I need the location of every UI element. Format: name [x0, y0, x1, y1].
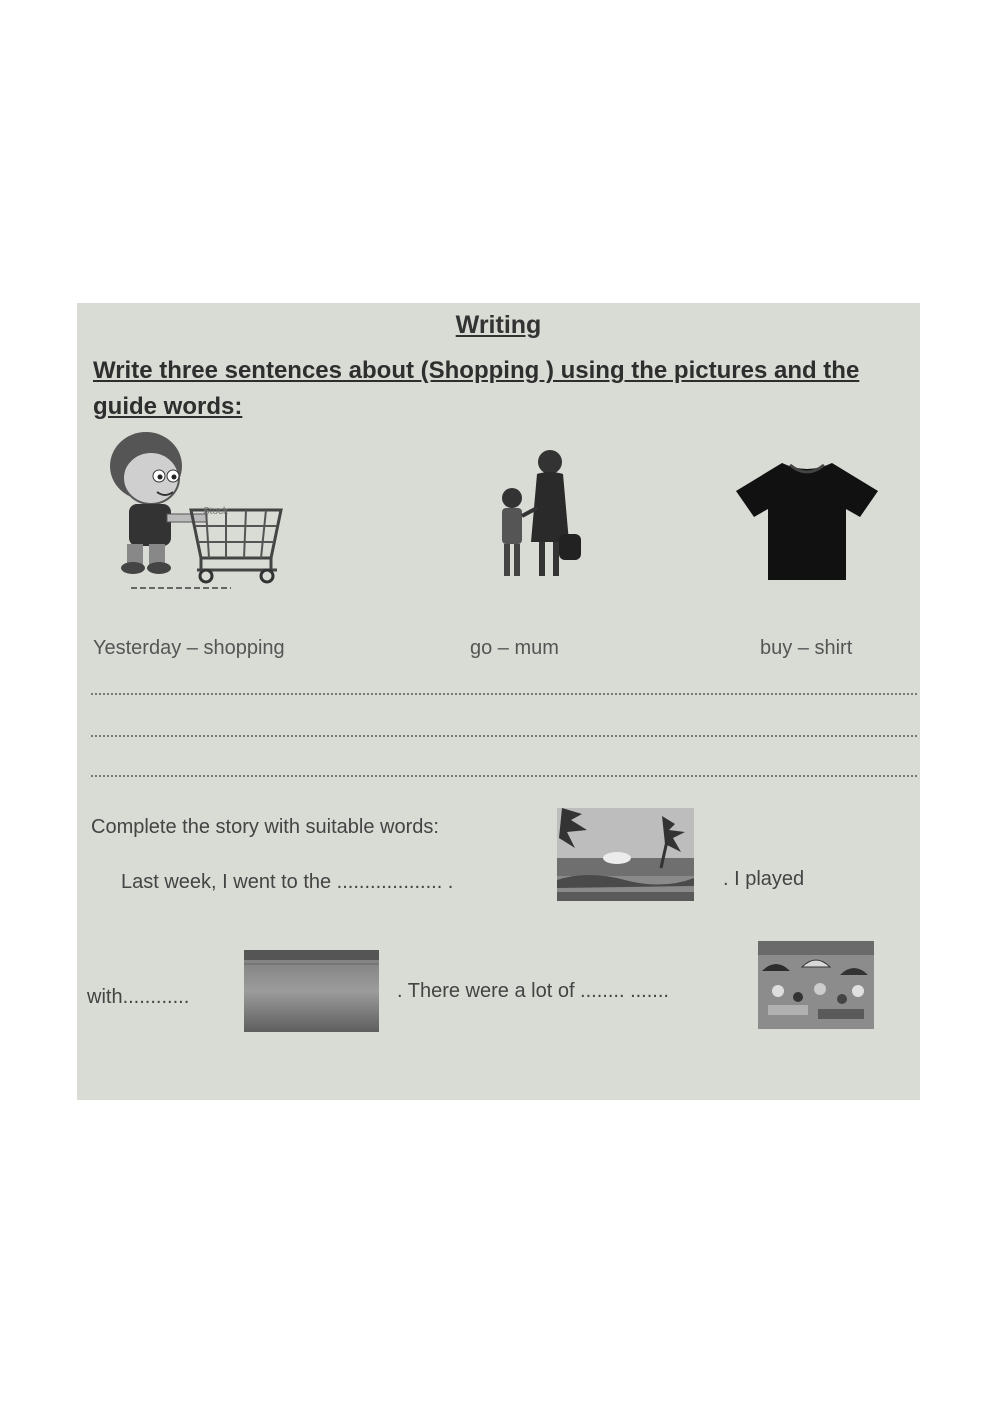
- story-line-2-start: with............: [87, 986, 190, 1008]
- worksheet: [77, 303, 920, 1100]
- writing-line-2[interactable]: [91, 735, 917, 737]
- story-line-2-mid: . There were a lot of ........ .......: [397, 980, 669, 1002]
- page-title: Writing: [455, 311, 542, 339]
- writing-line-3[interactable]: [91, 775, 917, 777]
- watermark-text: Stock: [203, 506, 229, 517]
- writing-line-1[interactable]: [91, 693, 917, 695]
- guide-words-2: go – mum: [470, 637, 559, 659]
- t-shirt-picture: [732, 459, 882, 584]
- boy-with-shopping-cart-picture: [91, 428, 291, 593]
- story-line-1-end: . I played: [723, 868, 805, 890]
- crowded-beach-photo: [758, 941, 874, 1029]
- guide-words-1: Yesterday – shopping: [93, 637, 285, 659]
- writing-instruction: Write three sentences about (Shopping ) using the pictures and the guide words:: [93, 357, 860, 420]
- beach-photo: [557, 808, 694, 901]
- story-line-1-start: Last week, I went to the ................... .: [121, 871, 454, 893]
- sand-photo: [244, 950, 379, 1032]
- story-heading: Complete the story with suitable words:: [91, 816, 439, 838]
- guide-words-3: buy – shirt: [760, 637, 853, 659]
- mother-and-son-picture: [489, 446, 599, 586]
